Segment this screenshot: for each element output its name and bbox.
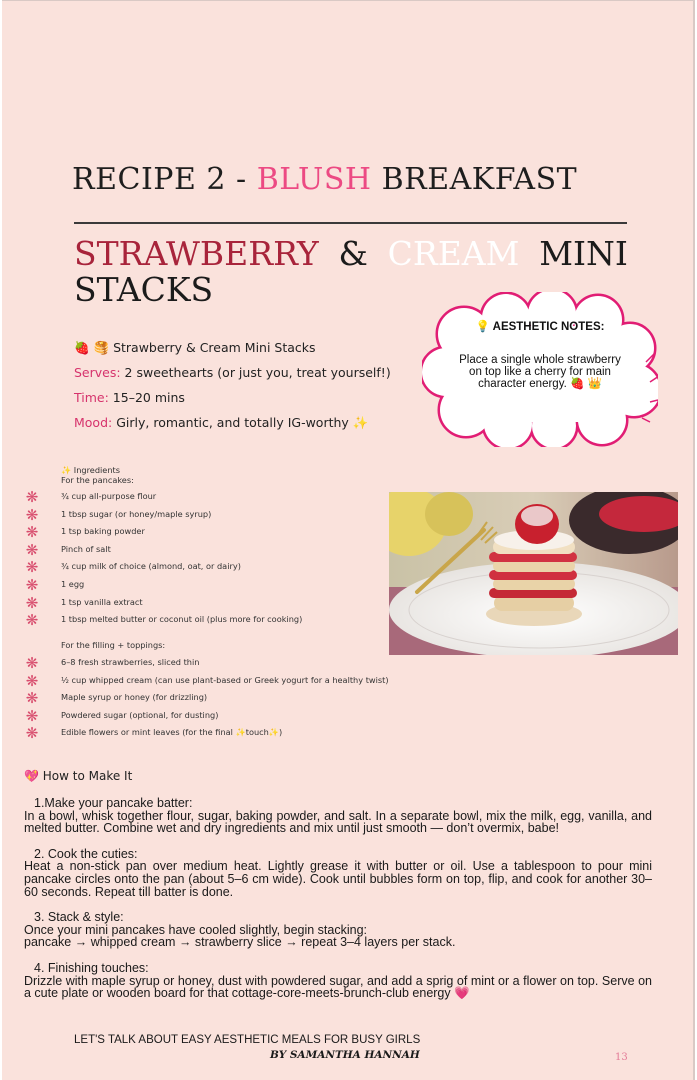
step-title: 3. Stack & style: [34,910,124,925]
page-title: RECIPE 2 - BLUSH BREAKFAST [72,162,578,197]
ingredient-item [24,689,389,707]
how-to-heading: 💖 How to Make It [24,769,133,783]
ingredient-text: Edible flowers or mint leaves (for the final ✨touch✨) [61,727,283,738]
ingredient-item [24,558,302,576]
step-title: 4. Finishing touches: [34,960,149,975]
aesthetic-notes-cloud [422,292,658,447]
recipe-page [2,0,695,1080]
recipe-info-mood: Mood: Girly, romantic, and totally IG-worthy ✨ [74,415,369,430]
aesthetic-notes-text: Place a single whole strawberry on top like a cherry for main character energy. 🍓 👑 [459,354,621,390]
flower-icon: ❋ [25,593,39,612]
step-title: 1.Make your pancake batter: [34,796,193,810]
flower-icon: ❋ [25,671,39,690]
step-body: Heat a non-stick pan over medium heat. Lightly grease it with butter or oil. Use a tablespoon to pour mini pancake circles onto the pan (about 5–6 cm wide). Cook until bubbles form on top, flip, and cook for another 30–60 seconds. Repeat till batter is done. [24,859,652,899]
flower-icon: ❋ [25,611,39,630]
instruction-step [24,848,652,898]
ingredient-text: 1 egg [61,578,85,589]
footer-author: BY SAMANTHA HANNAH [270,1049,420,1061]
flower-icon: ❋ [25,558,39,577]
flower-icon: ❋ [25,488,39,506]
ingredient-item [24,506,302,524]
instruction-step [24,797,652,835]
ingredient-text: 1 tbsp melted butter or coconut oil (plus more for cooking) [61,614,303,625]
ingredient-text: Pinch of salt [61,543,111,554]
flower-icon: ❋ [25,575,39,594]
filling-heading: For the filling + toppings: [61,640,166,650]
ingredient-item [24,541,302,559]
ingredient-text: ¾ cup milk of choice (almond, oat, or dairy) [61,561,241,572]
ingredient-text: ¾ cup all-purpose flour [61,491,157,501]
instruction-steps [24,797,652,1013]
ingredient-text: 1 tsp vanilla extract [61,596,143,607]
ingredient-item [24,724,389,742]
ingredient-text: 6–8 fresh strawberries, sliced thin [61,657,200,667]
subtitle-ampersand: & [338,234,368,273]
ingredient-text: 1 tbsp sugar (or honey/maple syrup) [61,508,212,519]
recipe-info-serves: Serves: 2 sweethearts (or just you, treat yourself!) [74,365,391,380]
recipe-info [74,340,391,440]
footer-tagline: LET'S TALK ABOUT EASY AESTHETIC MEALS FOR BUSY GIRLS [74,1034,421,1046]
ingredient-item [24,594,302,612]
top-border [2,0,695,1]
step-body: Once your mini pancakes have cooled slightly, begin stacking: pancake → whipped cream → strawberry slice → repeat 3–4 layers per stack. [24,922,456,950]
ingredient-item [24,672,389,690]
recipe-info-name: 🍓 🥞 Strawberry & Cream Mini Stacks [74,340,316,355]
ingredient-item [24,707,389,725]
ingredient-item [24,611,302,629]
ingredient-text: 1 tsp baking powder [61,526,145,537]
strawberry-pancake-stack-photo [389,492,678,655]
ingredient-item [24,488,302,506]
pancake-ingredient-list [24,488,302,629]
recipe-info-time: Time: 15–20 mins [74,390,185,405]
ingredient-item [24,576,302,594]
page-number: 13 [615,1052,628,1063]
flower-icon: ❋ [25,724,39,743]
ingredient-text: Maple syrup or honey (for drizzling) [61,692,208,703]
title-highlight: BLUSH [256,162,372,197]
ingredient-item [24,523,302,541]
ingredients-heading: ✨ Ingredients For the pancakes: [61,465,134,485]
flower-icon: ❋ [25,689,39,708]
flower-icon: ❋ [25,523,39,542]
filling-ingredient-list [24,654,389,742]
flower-icon: ❋ [25,540,39,559]
step-body: Drizzle with maple syrup or honey, dust with powdered sugar, and add a sprig of mint or a flower on top. Serve on a cute plate or wooden board for that cottage-core-meets-brunch-club energy 💗 [24,973,652,1001]
flower-icon: ❋ [25,654,39,672]
subtitle-word-stacks: STACKS [74,270,214,309]
instruction-step [24,962,652,1000]
title-divider [74,222,627,224]
subtitle-word-cream: CREAM [387,234,520,273]
aesthetic-notes-title: 💡 AESTHETIC NOTES: [475,321,605,333]
ingredient-item [24,654,389,672]
flower-icon: ❋ [25,706,39,725]
subtitle-word-strawberry: STRAWBERRY [74,234,319,273]
step-body: In a bowl, whisk together flour, sugar, baking powder, and salt. In a separate bowl, mix the milk, egg, vanilla, and melted butter. Combine wet and dry ingredients and mix until just smooth — don’t overmix, babe! [24,808,652,836]
flower-icon: ❋ [25,505,39,524]
step-title: 2. Cook the cuties: [34,846,138,861]
ingredient-text: Powdered sugar (optional, for dusting) [61,709,219,720]
subtitle-word-mini: MINI [539,234,628,273]
ingredient-text: ½ cup whipped cream (can use plant-based or Greek yogurt for a healthy twist) [61,674,389,685]
instruction-step [24,911,652,949]
